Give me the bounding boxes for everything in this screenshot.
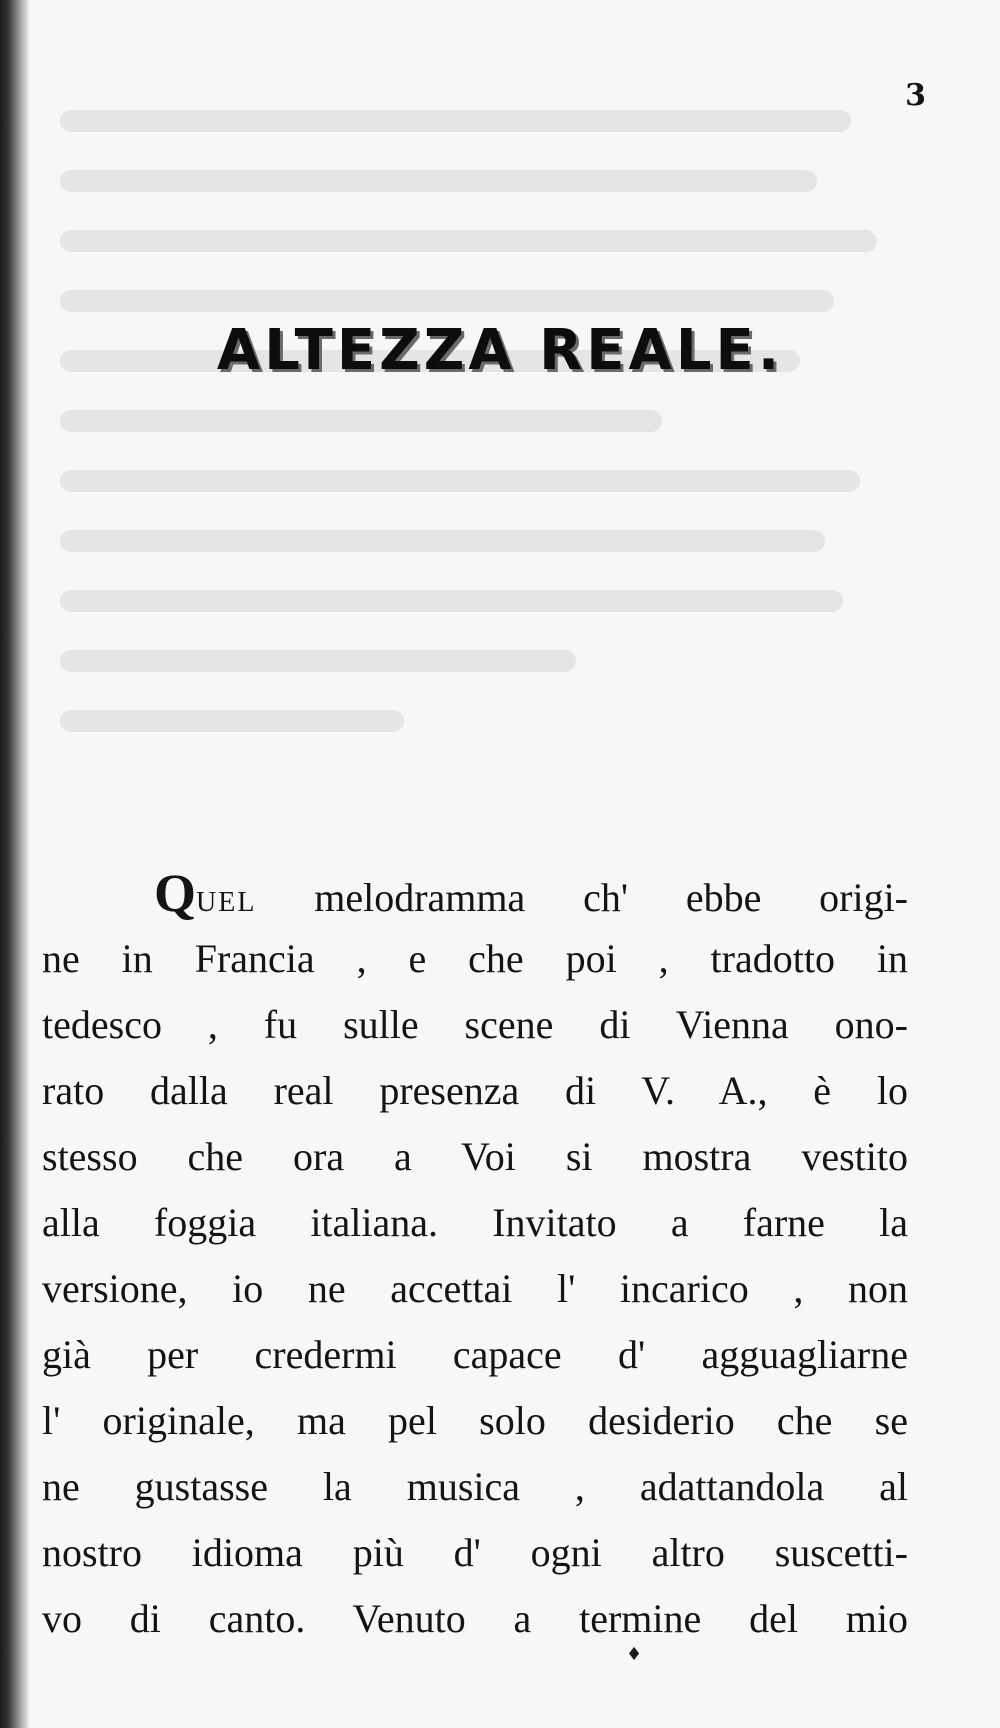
- signature-mark: ♦: [626, 1644, 643, 1665]
- text-line: versione, io ne accettai l' incarico , non: [42, 1266, 908, 1311]
- text-line: [42, 860, 908, 926]
- body-paragraph: [42, 860, 908, 1652]
- page-heading: ALTEZZA REALE.: [216, 318, 784, 383]
- text-line: stesso che ora a Voi si mostra vestito: [42, 1134, 908, 1179]
- first-line-text: melodramma ch' ebbe origi-: [256, 875, 908, 920]
- text-line: tedesco , fu sulle scene di Vienna ono-: [42, 1002, 908, 1047]
- text-line: vo di canto. Venuto a termine del mio: [42, 1596, 908, 1641]
- text-line: ne gustasse la musica , adattandola al: [42, 1464, 908, 1509]
- text-line: già per credermi capace d' agguagliarne: [42, 1332, 908, 1377]
- text-line: l' originale, ma pel solo desiderio che se: [42, 1398, 908, 1443]
- bleed-through-text: [60, 110, 920, 770]
- small-caps: UEL: [196, 887, 257, 918]
- drop-cap: Q: [154, 863, 197, 923]
- text-line: ne in Francia , e che poi , tradotto in: [42, 936, 908, 981]
- page-number: 3: [905, 78, 926, 113]
- text-line: rato dalla real presenza di V. A., è lo: [42, 1068, 908, 1113]
- book-spine-shadow: [0, 0, 30, 1728]
- text-line: alla foggia italiana. Invitato a farne la: [42, 1200, 908, 1245]
- text-line: nostro idioma più d' ogni altro suscetti-: [42, 1530, 908, 1575]
